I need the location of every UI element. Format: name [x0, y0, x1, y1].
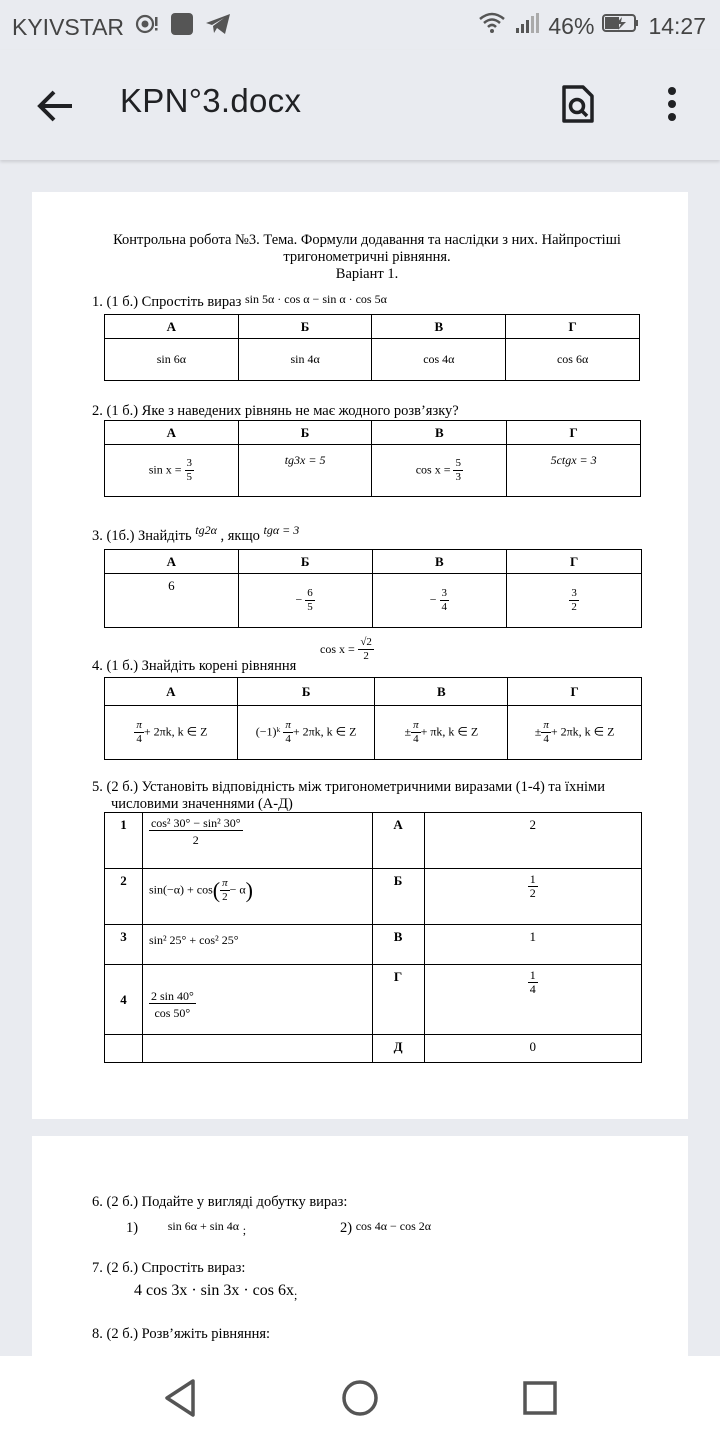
q4-b-pi: π [285, 719, 291, 731]
q4-expr-den: 2 [363, 650, 369, 662]
q5-text-line-1: 5. (2 б.) Установіть відповідність між тригонометричними виразами (1-4) та їхніми [92, 779, 605, 795]
q2-header-c: В [372, 421, 507, 445]
q5-row-4-value [424, 965, 642, 1035]
q4-header-a: А [105, 678, 238, 706]
q2-a-den: 5 [186, 471, 193, 483]
q6-item-1-label: 1) [126, 1220, 139, 1236]
q3-text-a: 3. (1б.) Знайдіть [92, 528, 192, 544]
q5-expr4-num: 2 sin 40° [150, 988, 194, 1003]
q4-d-suffix: + 2πk, k ∈ Z [550, 724, 615, 739]
wifi-icon [478, 12, 506, 40]
q4-equation [320, 636, 374, 663]
back-arrow-icon [36, 88, 76, 124]
q5-expr4-den: cos 50° [154, 1005, 191, 1020]
heading-line-2: тригонометричні рівняння. [283, 249, 451, 265]
q4-b-suffix: + 2πk, k ∈ Z [292, 724, 357, 739]
q5-row-1-letter: А [372, 813, 424, 869]
q5-row-4-value-den: 4 [529, 982, 536, 996]
q3-answer-a: 6 [105, 574, 239, 628]
document-page-2[interactable] [32, 1136, 688, 1376]
q6-item-2-expr: cos 4α − cos 2α [355, 1219, 432, 1233]
document-page-1[interactable] [32, 192, 688, 1119]
q4-c-suffix: + πk, k ∈ Z [420, 724, 479, 739]
q5-row [105, 813, 642, 869]
q5-row [105, 925, 642, 965]
q3-header-b: Б [238, 550, 372, 574]
q5-row-3-letter: В [372, 925, 424, 965]
recents-square-icon [522, 1380, 558, 1416]
q2-answer-a [105, 445, 239, 497]
q2-c-fraction [453, 457, 463, 484]
q1-header-b: Б [238, 315, 372, 339]
q5-row-5-letter: Д [372, 1035, 424, 1063]
q5-expr1-num: cos² 30° − sin² 30° [150, 816, 241, 830]
q4-header-c: В [375, 678, 508, 706]
question-8: 8. (2 б.) Розв’яжіть рівняння: [92, 1326, 271, 1342]
q3-b-num: 6 [307, 587, 313, 599]
q5-row [105, 869, 642, 925]
q5-row-1-expr [142, 813, 372, 869]
q5-row-3-num: 3 [105, 925, 143, 965]
q2-a-fraction [185, 457, 195, 484]
q5-row-2-value-num: 1 [529, 872, 536, 886]
q3-c-den: 4 [441, 601, 447, 613]
q4-answer-b [237, 706, 375, 760]
q4-b-four: 4 [285, 733, 291, 745]
heading-line-1: Контрольна робота №3. Тема. Формули додавання та наслідки з них. Найпростіші [113, 232, 621, 248]
home-circle-icon [340, 1378, 380, 1418]
q5-row-4-value-num: 1 [529, 968, 536, 982]
q5-row-3-value: 1 [424, 925, 642, 965]
q1-options-table [104, 314, 640, 381]
q4-header-b: Б [237, 678, 375, 706]
heading-line-3: Варіант 1. [335, 266, 399, 282]
q4-a-suffix: + 2πk, k ∈ Z [143, 724, 208, 739]
q1-text: 1. (1 б.) Спростіть вираз [92, 294, 242, 310]
q4-d-fraction [541, 719, 551, 746]
question-7: 7. (2 б.) Спростіть вираз: [92, 1260, 246, 1276]
q1-expression: sin 5α · cos α − sin α · cos 5α [244, 292, 387, 306]
q7-expression: 4 cos 3x · sin 3x · cos 6x [134, 1282, 294, 1299]
q5-row-3-expr: sin² 25° + cos² 25° [142, 925, 372, 965]
q4-answer-d [508, 706, 642, 760]
q1-header-a: А [105, 315, 239, 339]
status-bar [0, 0, 720, 50]
q5-row-2-value [424, 869, 642, 925]
q3-b-sign: − [295, 592, 303, 607]
q3-header-d: Г [507, 550, 642, 574]
question-1 [92, 294, 387, 311]
more-options-button[interactable] [646, 78, 698, 130]
q3-d-den: 2 [571, 601, 577, 613]
q2-a-num: 3 [186, 457, 193, 469]
q3-expr-1: tg2α [195, 523, 217, 537]
q7-sep: ; [293, 1288, 298, 1302]
q4-d-pi: π [543, 719, 549, 731]
q4-expr-fraction [358, 636, 374, 663]
q3-header-a: А [105, 550, 239, 574]
q4-a-fraction [134, 719, 144, 746]
status-right [478, 12, 706, 40]
back-button[interactable] [30, 80, 82, 132]
q4-header-d: Г [508, 678, 642, 706]
q5-row-2-num: 2 [105, 869, 143, 925]
q3-d-num: 3 [571, 587, 577, 599]
q2-options-table [104, 420, 641, 497]
q3-b-den: 5 [307, 601, 313, 613]
q4-b-prefix: (−1)ᵏ [255, 724, 281, 739]
question-5 [92, 779, 605, 813]
nav-home-button[interactable] [336, 1374, 384, 1422]
q4-answer-a [105, 706, 238, 760]
q6-item-2 [340, 1220, 431, 1237]
q5-row-2-letter: Б [372, 869, 424, 925]
telegram-icon [204, 12, 232, 42]
q5-row-2-value-den: 2 [529, 886, 536, 900]
q5-row [105, 1035, 642, 1063]
app-bar [0, 50, 720, 160]
q2-header-a: А [105, 421, 239, 445]
q4-d-prefix: ± [534, 724, 542, 739]
question-6: 6. (2 б.) Подайте у вигляді добутку вираз: [92, 1194, 348, 1210]
q3-options-table [104, 549, 642, 628]
q5-row-1-num: 1 [105, 813, 143, 869]
q3-answer-c [372, 574, 507, 628]
q5-row-2-expr [142, 869, 372, 925]
q2-c-num: 5 [455, 457, 461, 469]
q4-expr-prefix: cos x = [320, 641, 355, 656]
nav-recents-button[interactable] [516, 1374, 564, 1422]
q3-d-fraction [569, 587, 579, 614]
q3-answer-d [507, 574, 642, 628]
battery-percent: 46% [548, 12, 595, 39]
find-in-document-button[interactable] [552, 78, 604, 130]
q4-c-prefix: ± [404, 724, 412, 739]
find-in-document-icon [561, 84, 595, 124]
q5-expr1-den: 2 [192, 833, 199, 847]
q3-text-b: , якщо [220, 528, 260, 544]
back-triangle-icon [162, 1378, 198, 1418]
q5-text-line-2: числовими значеннями (А-Д) [111, 796, 293, 812]
q3-answer-b [238, 574, 372, 628]
q3-c-sign: − [429, 592, 437, 607]
q2-answer-c [372, 445, 507, 497]
more-vert-icon [666, 86, 678, 122]
q5-row-5-expr [142, 1035, 372, 1063]
q5-expr4-fraction [149, 990, 196, 1020]
q2-a-prefix: sin x = [148, 462, 182, 477]
q7-expression-line [134, 1282, 297, 1300]
q5-row-2-fraction [528, 873, 538, 900]
q1-header-c: В [372, 315, 506, 339]
q5-row-4-fraction [528, 969, 538, 996]
q6-item-1-expr: sin 6α + sin 4α [167, 1219, 240, 1233]
q5-expr2-pi: π [222, 877, 228, 889]
q5-row-4-letter: Г [372, 965, 424, 1035]
q5-row-5-num [105, 1035, 143, 1063]
question-4: 4. (1 б.) Знайдіть корені рівняння [92, 658, 297, 674]
q1-answer-c: cos 4α [372, 339, 506, 381]
q3-c-fraction [440, 587, 450, 614]
q5-row-4-num: 4 [105, 965, 143, 1035]
question-2: 2. (1 б.) Яке з наведених рівнянь не має жодного розв’язку? [92, 403, 459, 419]
q4-answer-c [375, 706, 508, 760]
status-left [12, 12, 232, 42]
q1-header-d: Г [506, 315, 640, 339]
q4-b-fraction [283, 719, 293, 746]
q2-header-b: Б [238, 421, 372, 445]
nav-back-button[interactable] [156, 1374, 204, 1422]
q5-row-4-expr [142, 965, 372, 1035]
q6-item-1-sep: ; [242, 1223, 247, 1237]
document-title: KPN°3.docx [120, 82, 302, 119]
q5-expr2-part-b: − α [229, 882, 246, 897]
q5-row-5-value: 0 [424, 1035, 642, 1063]
q5-row [105, 965, 642, 1035]
q2-c-prefix: cos x = [415, 462, 451, 477]
q4-c-fraction [411, 719, 421, 746]
q5-expr2-part-a: sin(−α) + cos [148, 882, 213, 897]
q3-header-c: В [372, 550, 507, 574]
q5-expr1-fraction [149, 817, 243, 847]
q3-c-num: 3 [441, 587, 447, 599]
q1-answer-a: sin 6α [105, 339, 239, 381]
q3-expr-2: tgα = 3 [263, 523, 300, 537]
q5-expr2-paren-open: ( [212, 877, 221, 903]
app-notification-icon [170, 12, 194, 42]
q5-matching-table [104, 812, 642, 1063]
q2-header-d: Г [507, 421, 641, 445]
question-3 [92, 523, 300, 545]
q4-a-four: 4 [136, 733, 142, 745]
q4-c-pi: π [413, 719, 419, 731]
q2-answer-d: 5ctgx = 3 [507, 445, 641, 497]
q4-expr-num: √2 [360, 636, 372, 648]
signal-target-icon [134, 13, 160, 41]
q1-answer-d: cos 6α [506, 339, 640, 381]
q4-a-pi: π [136, 719, 142, 731]
navigation-bar [0, 1356, 720, 1440]
q1-answer-b: sin 4α [238, 339, 372, 381]
carrier-name: KYIVSTAR [12, 13, 125, 40]
battery-charging-icon [602, 12, 640, 40]
doc-heading [72, 232, 662, 283]
q5-row-1-value: 2 [424, 813, 642, 869]
q4-d-four: 4 [543, 733, 549, 745]
q2-answer-b: tg3x = 5 [238, 445, 372, 497]
q5-expr2-two: 2 [222, 891, 228, 903]
q4-options-table [104, 677, 642, 760]
q2-c-den: 3 [455, 471, 461, 483]
q3-b-fraction [305, 587, 315, 614]
q5-expr2-fraction [220, 877, 230, 904]
q6-item-2-label: 2) [340, 1220, 353, 1236]
q6-item-1 [126, 1220, 246, 1237]
q5-expr2-paren-close: ) [245, 877, 253, 903]
q4-c-four: 4 [413, 733, 419, 745]
clock: 14:27 [648, 12, 706, 39]
cell-signal-icon [514, 12, 540, 40]
